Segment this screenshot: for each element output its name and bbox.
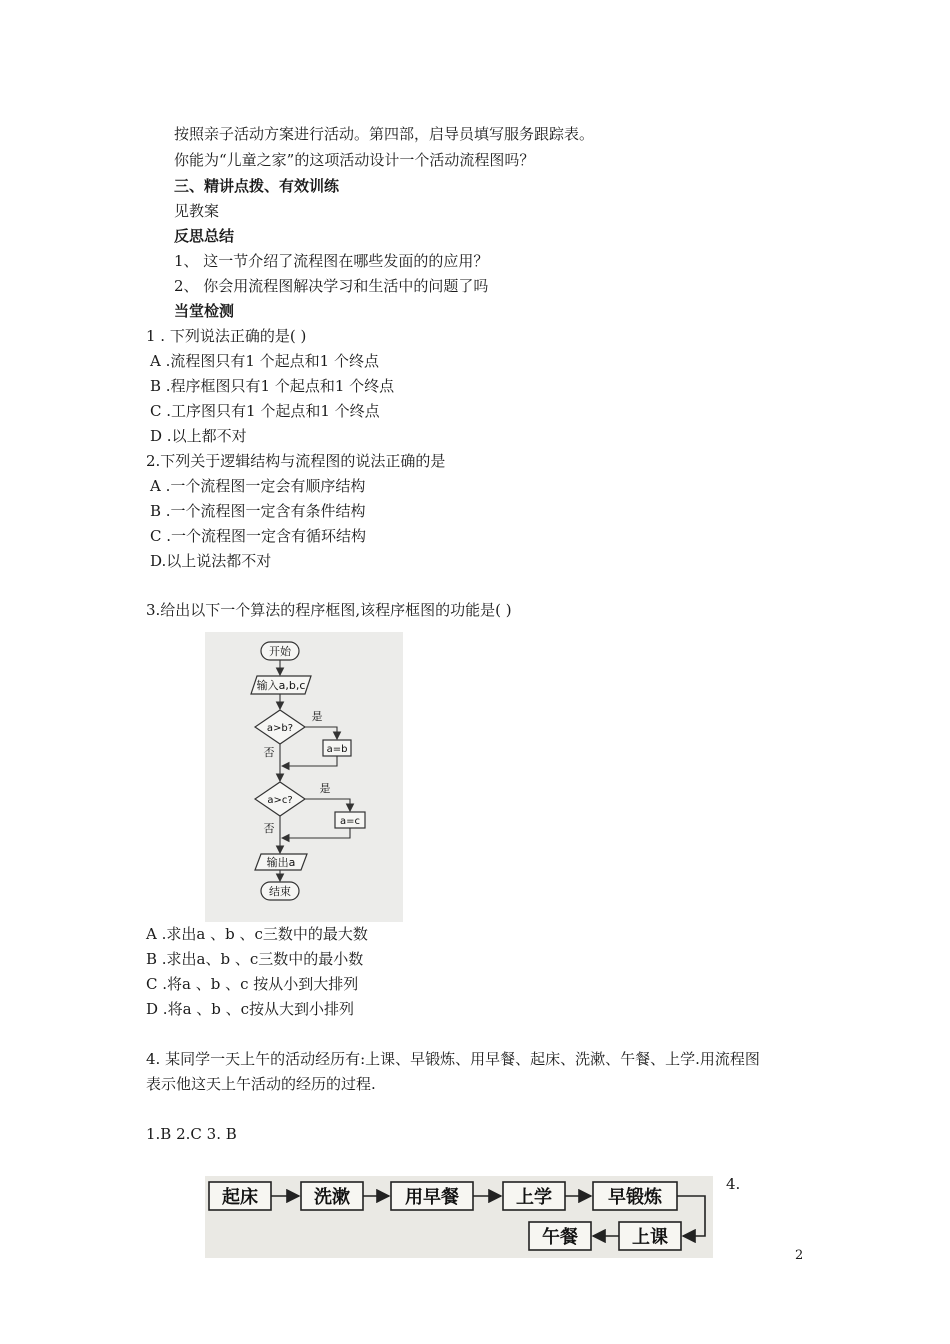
- step-label: 上学: [516, 1187, 552, 1208]
- step-label: 上课: [632, 1227, 668, 1248]
- step-label: 洗漱: [314, 1187, 350, 1208]
- option: B .程序框图只有1 个起点和1 个终点: [150, 377, 395, 395]
- question-3: 3.给出以下一个算法的程序框图,该程序框图的功能是( ): [146, 601, 512, 619]
- option: B .求出a、b 、c三数中的最小数: [146, 950, 364, 968]
- flowchart-svg: [205, 632, 403, 922]
- text-line: 1、 这一节介绍了流程图在哪些发面的的应用？: [174, 252, 489, 270]
- step-label: 午餐: [542, 1227, 578, 1248]
- step-label: 起床: [222, 1187, 258, 1208]
- end-label: 结束: [269, 885, 291, 898]
- section-heading: 当堂检测: [174, 302, 235, 320]
- yes-label-1: 是: [311, 710, 323, 723]
- assign1-label: a=b: [326, 744, 348, 755]
- cond1-label: a>b?: [266, 723, 294, 734]
- start-label: 开始: [269, 645, 291, 658]
- option: A .一个流程图一定会有顺序结构: [150, 477, 366, 495]
- option: B .一个流程图一定含有条件结构: [150, 502, 366, 520]
- option: C .一个流程图一定含有循环结构: [150, 527, 367, 545]
- input-label: 输入a,b,c: [256, 679, 306, 692]
- option: C .将a 、b 、c 按从小到大排列: [146, 975, 359, 993]
- option: D .以上都不对: [150, 427, 247, 445]
- answers: 1.B 2.C 3. B: [146, 1125, 237, 1143]
- page-number: 2: [795, 1248, 804, 1263]
- step-label: 早锻炼: [608, 1187, 662, 1208]
- process-flow-figure: [205, 1176, 713, 1258]
- question-4: 4. 某同学一天上午的活动经历有:上课、早锻炼、用早餐、起床、洗漱、午餐、上学.用流程图: [146, 1050, 760, 1068]
- answer-4-label: 4.: [726, 1175, 741, 1193]
- option: C .工序图只有1 个起点和1 个终点: [150, 402, 380, 420]
- option: A .流程图只有1 个起点和1 个终点: [150, 352, 379, 370]
- option: A .求出a 、b 、c三数中的最大数: [146, 925, 368, 943]
- text-line: 2、 你会用流程图解决学习和生活中的问题了吗: [174, 277, 489, 295]
- option: D.以上说法都不对: [150, 552, 272, 570]
- process-flow-svg: [205, 1176, 713, 1258]
- cond2-label: a>c?: [267, 795, 293, 806]
- text-line: 你能为“儿童之家”的这项活动设计一个活动流程图吗？: [174, 151, 535, 169]
- step-label: 用早餐: [405, 1187, 459, 1208]
- question-1: 1 . 下列说法正确的是( ): [146, 327, 307, 345]
- section-heading: 三、精讲点拨、有效训练: [174, 177, 340, 195]
- text-line: 表示他这天上午活动的经历的过程.: [146, 1075, 376, 1093]
- section-heading: 反思总结: [174, 227, 235, 245]
- yes-label-2: 是: [319, 782, 331, 795]
- no-label-2: 否: [263, 822, 275, 835]
- flowchart-figure: [205, 632, 403, 922]
- question-2: 2.下列关于逻辑结构与流程图的说法正确的是: [146, 452, 446, 470]
- option: D .将a 、b 、c按从大到小排列: [146, 1000, 355, 1018]
- text-line: 见教案: [174, 202, 220, 220]
- assign2-label: a=c: [339, 816, 361, 827]
- output-label: 输出a: [266, 856, 296, 869]
- text-line: 按照亲子活动方案进行活动。第四部，启导员填写服务跟踪表。: [174, 125, 595, 143]
- no-label-1: 否: [263, 746, 275, 759]
